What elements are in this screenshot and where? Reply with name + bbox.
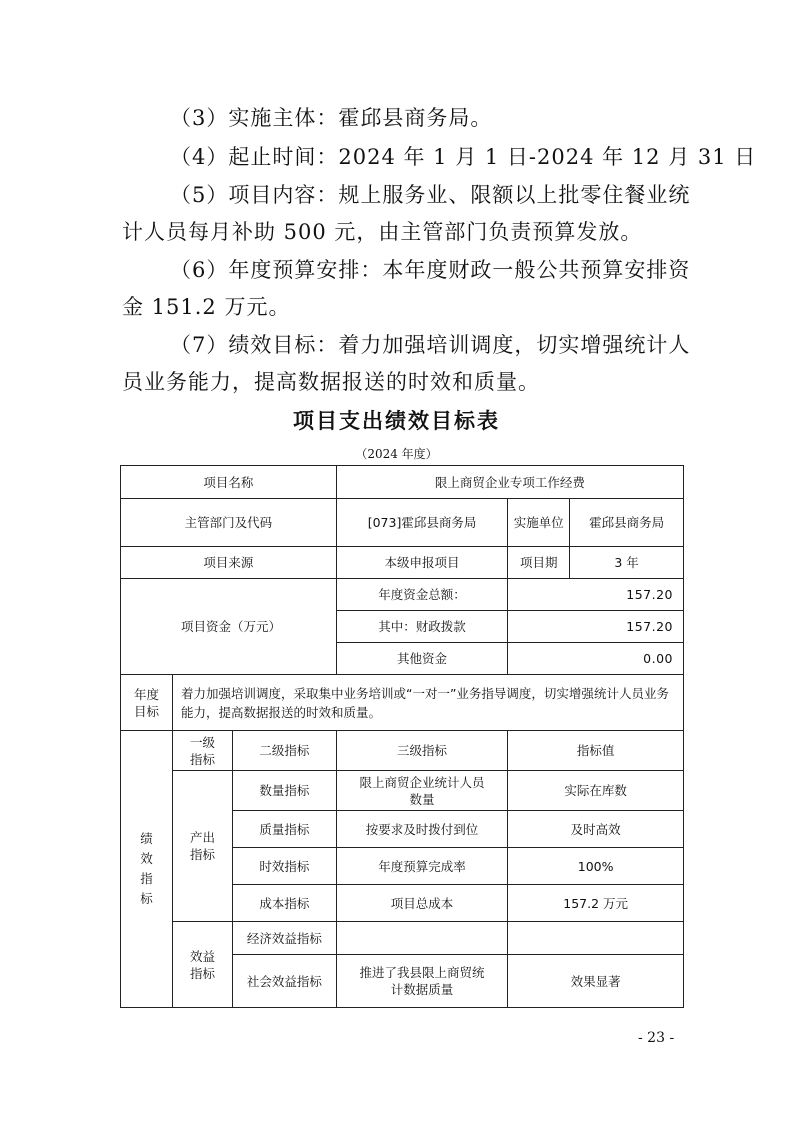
paragraph-budget-line2: 金 151.2 万元。 (122, 295, 291, 319)
unit-value: 霍邱县商务局 (570, 499, 684, 547)
period-label: 项目期 (508, 547, 570, 579)
col-level3: 三级指标 (336, 731, 508, 771)
row-level3 (336, 922, 508, 955)
row-value: 实际在库数 (508, 771, 684, 811)
performance-table (120, 465, 684, 1008)
project-name-label: 项目名称 (121, 466, 337, 499)
paragraph-content-line1: （5）项目内容：规上服务业、限额以上批零住餐业统 (170, 183, 691, 207)
indicators-label: 绩效指标 (121, 731, 173, 1008)
dept-value: [073]霍邱县商务局 (336, 499, 508, 547)
col-value: 指标值 (508, 731, 684, 771)
period-value: 3 年 (570, 547, 684, 579)
row-value: 及时高效 (508, 811, 684, 848)
funds-other-value: 0.00 (508, 643, 684, 675)
paragraph-implementer: （3）实施主体：霍邱县商务局。 (170, 106, 493, 130)
row-level3: 按要求及时拨付到位 (336, 811, 508, 848)
row-level3: 限上商贸企业统计人员数量 (336, 771, 508, 811)
row-value: 效果显著 (508, 955, 684, 1008)
funds-total-label: 年度资金总额： (336, 579, 508, 611)
funds-fiscal-value: 157.20 (508, 611, 684, 643)
row-level3: 年度预算完成率 (336, 848, 508, 885)
col-level2: 二级指标 (232, 731, 336, 771)
output-label: 产出指标 (172, 771, 232, 922)
row-level2: 时效指标 (232, 848, 336, 885)
row-value: 100% (508, 848, 684, 885)
funds-fiscal-label: 其中：财政拨款 (336, 611, 508, 643)
source-value: 本级申报项目 (336, 547, 508, 579)
page-number: - 23 - (638, 1030, 675, 1046)
row-level2: 成本指标 (232, 885, 336, 922)
funds-total-value: 157.20 (508, 579, 684, 611)
dept-label: 主管部门及代码 (121, 499, 337, 547)
row-level2: 经济效益指标 (232, 922, 336, 955)
row-level2: 社会效益指标 (232, 955, 336, 1008)
project-name-value: 限上商贸企业专项工作经费 (336, 466, 683, 499)
col-level1: 一级指标 (172, 731, 232, 771)
row-level3: 项目总成本 (336, 885, 508, 922)
paragraph-goal-line2: 员业务能力，提高数据报送的时效和质量。 (122, 370, 540, 394)
paragraph-goal-line1: （7）绩效目标：着力加强培训调度，切实增强统计人 (170, 333, 691, 357)
paragraph-budget-line1: （6）年度预算安排：本年度财政一般公共预算安排资 (170, 258, 691, 282)
row-value (508, 922, 684, 955)
unit-label: 实施单位 (508, 499, 570, 547)
benefit-label: 效益指标 (172, 922, 232, 1008)
row-level3: 推进了我县限上商贸统计数据质量 (336, 955, 508, 1008)
funds-other-label: 其他资金 (336, 643, 508, 675)
source-label: 项目来源 (121, 547, 337, 579)
annual-goal-label: 年度目标 (121, 675, 173, 731)
table-title: 项目支出绩效目标表 (293, 409, 500, 433)
row-level2: 质量指标 (232, 811, 336, 848)
paragraph-content-line2: 计人员每月补助 500 元，由主管部门负责预算发放。 (122, 220, 643, 244)
table-year: （2024 年度） (355, 447, 438, 461)
row-level2: 数量指标 (232, 771, 336, 811)
row-value: 157.2 万元 (508, 885, 684, 922)
paragraph-period: （4）起止时间：2024 年 1 月 1 日-2024 年 12 月 31 日 (170, 145, 757, 169)
funds-label: 项目资金（万元） (121, 579, 337, 675)
annual-goal-text: 着力加强培训调度，采取集中业务培训或“一对一”业务指导调度，切实增强统计人员业务能力，提高数据报送的时效和质量。 (172, 675, 683, 731)
